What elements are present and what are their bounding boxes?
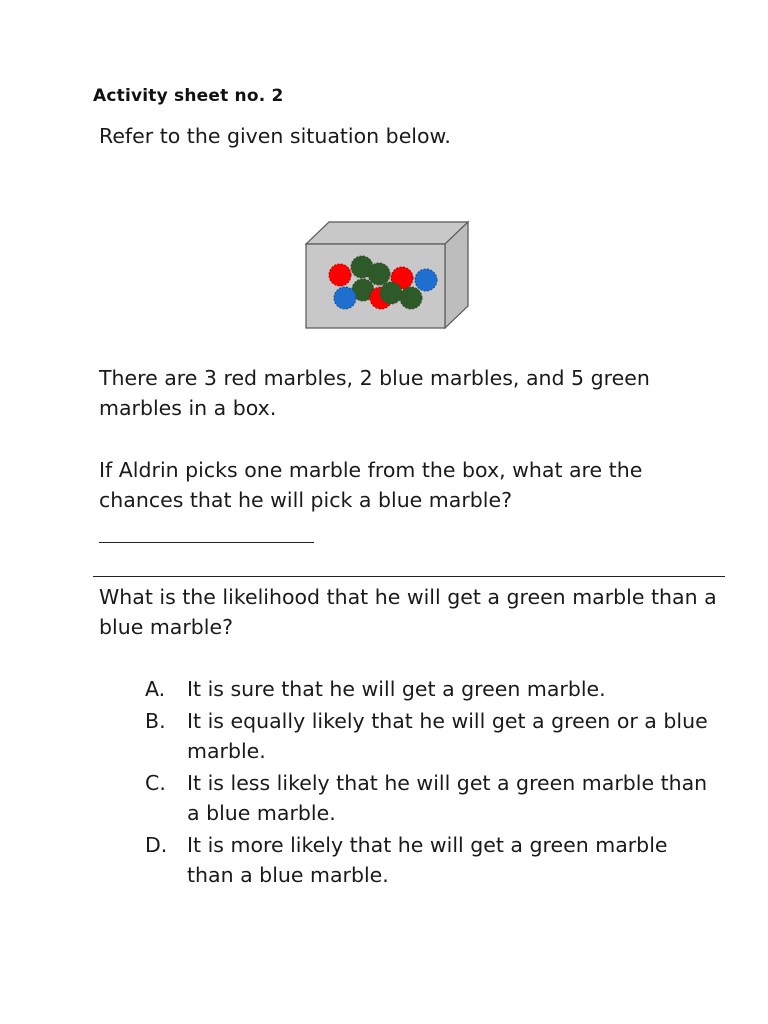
section-divider xyxy=(93,576,725,577)
marble-green xyxy=(380,282,402,304)
choice-c[interactable] xyxy=(145,768,715,828)
choice-b[interactable] xyxy=(145,706,715,766)
situation-text: There are 3 red marbles, 2 blue marbles, and 5 green marbles in a box. xyxy=(99,366,650,420)
choice-a[interactable] xyxy=(145,674,715,704)
activity-sheet-title: Activity sheet no. 2 xyxy=(93,86,284,106)
choice-text: It is more likely that he will get a green marble than a blue marble. xyxy=(187,833,668,887)
choice-list xyxy=(145,674,715,892)
question-2-text: What is the likelihood that he will get a green marble than a blue marble? xyxy=(99,585,717,639)
question-1-text: If Aldrin picks one marble from the box, what are the chances that he will pick a blue marble? xyxy=(99,458,643,512)
marble-blue xyxy=(334,287,356,309)
choice-text: It is less likely that he will get a green marble than a blue marble. xyxy=(187,771,708,825)
box-top-face xyxy=(306,222,468,244)
choice-d[interactable] xyxy=(145,830,715,890)
choice-text: It is equally likely that he will get a green or a blue marble. xyxy=(187,709,708,763)
choice-letter: C. xyxy=(145,771,166,795)
marble-blue xyxy=(415,269,437,291)
marble-red xyxy=(329,264,351,286)
choice-letter: B. xyxy=(145,709,166,733)
choice-text: It is sure that he will get a green marble. xyxy=(187,677,606,701)
marble-box-illustration xyxy=(300,218,475,333)
instruction-text: Refer to the given situation below. xyxy=(99,124,451,148)
choice-letter: D. xyxy=(145,833,168,857)
marble-green xyxy=(368,263,390,285)
answer-blank-line[interactable] xyxy=(99,542,314,543)
choice-letter: A. xyxy=(145,677,166,701)
marble-green xyxy=(400,287,422,309)
